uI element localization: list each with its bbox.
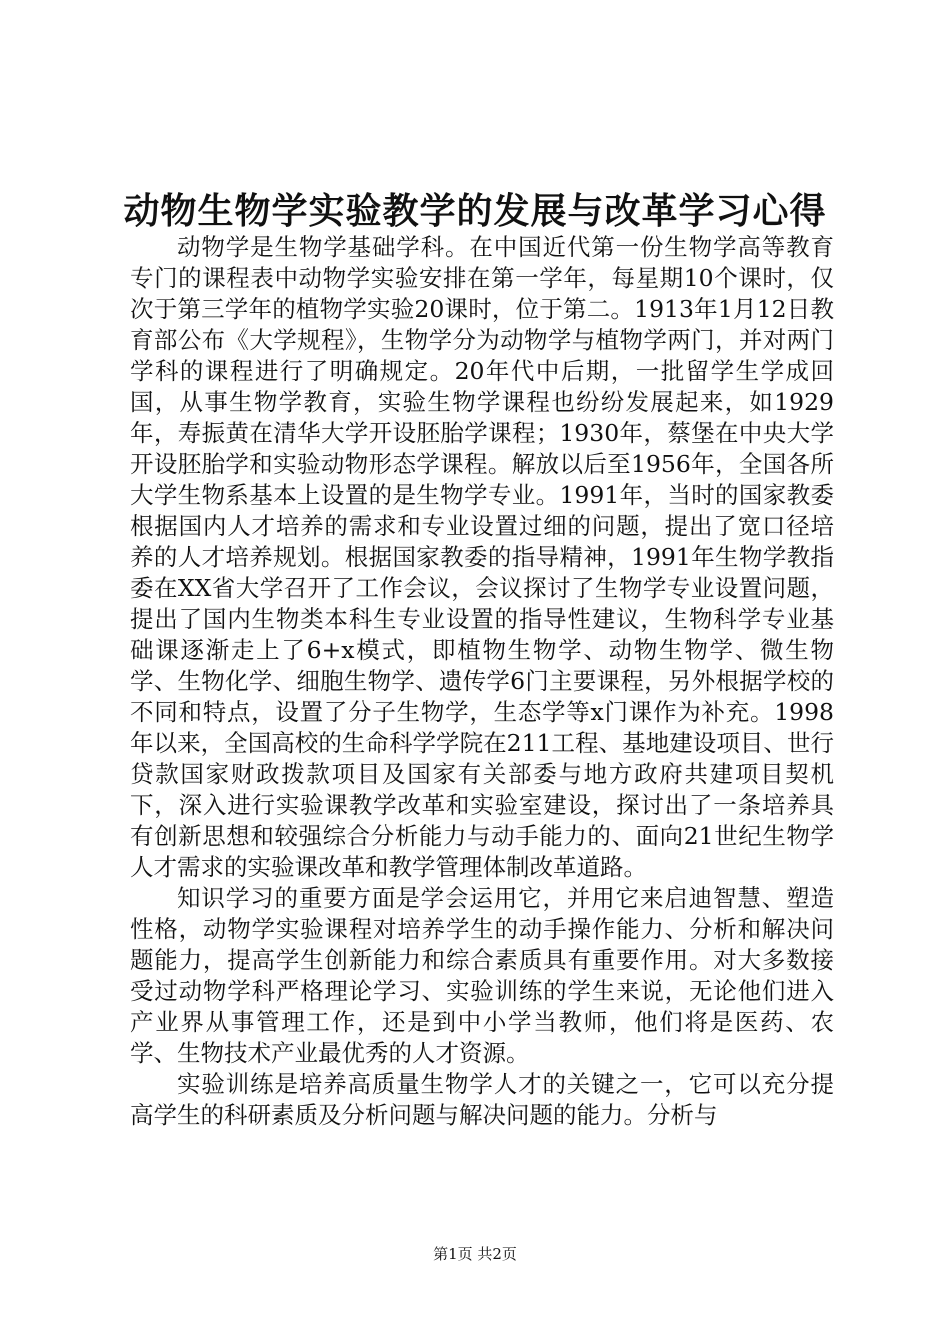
document-body — [130, 232, 834, 1131]
paragraph-2: 知识学习的重要方面是学会运用它，并用它来启迪智慧、塑造性格，动物学实验课程对培养学生的动手操作能力、分析和解决问题能力，提高学生创新能力和综合素质具有重要作用。对大多数接受过动物学科严格理论学习、实验训练的学生来说，无论他们进入产业界从事管理工作，还是到中小学当教师，他们将是医药、农学、生物技术产业最优秀的人才资源。 — [130, 884, 834, 1067]
paragraph-3: 实验训练是培养高质量生物学人才的关键之一，它可以充分提高学生的科研素质及分析问题与解决问题的能力。分析与 — [130, 1070, 834, 1129]
page-footer — [0, 1244, 950, 1264]
document-title: 动物生物学实验教学的发展与改革学习心得 — [123, 190, 827, 232]
paragraph-1: 动物学是生物学基础学科。在中国近代第一份生物学高等教育专门的课程表中动物学实验安排在第一学年，每星期10个课时，仅次于第三学年的植物学实验20课时，位于第二。1913年1月12日教育部公布《大学规程》，生物学分为动物学与植物学两门，并对两门学科的课程进行了明确规定。20年代中后期，一批留学生学成回国，从事生物学教育，实验生物学课程也纷纷发展起来，如1929年，寿振黄在清华大学开设胚胎学课程；1930年，蔡堡在中央大学开设胚胎学和实验动物形态学课程。解放以后至1956年，全国各所大学生物系基本上设置的是生物学专业。1991年，当时的国家教委根据国内人才培养的需求和专业设置过细的问题，提出了宽口径培养的人才培养规划。根据国家教委的指导精神，1991年生物学教指委在XX省大学召开了工作会议，会议探讨了生物学专业设置问题，提出了国内生物类本科生专业设置的指导性建议，生物科学专业基础课逐渐走上了6+x模式，即植物生物学、动物生物学、微生物学、生物化学、细胞生物学、遗传学6门主要课程，另外根据学校的不同和特点，设置了分子生物学，生态学等x门课作为补充。1998年以来，全国高校的生命科学学院在211工程、基地建设项目、世行贷款国家财政拨款项目及国家有关部委与地方政府共建项目契机下，深入进行实验课教学改革和实验室建设，探讨出了一条培养具有创新思想和较强综合分析能力与动手能力的、面向21世纪生物学人才需求的实验课改革和教学管理体制改革道路。 — [130, 233, 834, 881]
page-indicator: 第1页 共2页 — [433, 1245, 517, 1263]
